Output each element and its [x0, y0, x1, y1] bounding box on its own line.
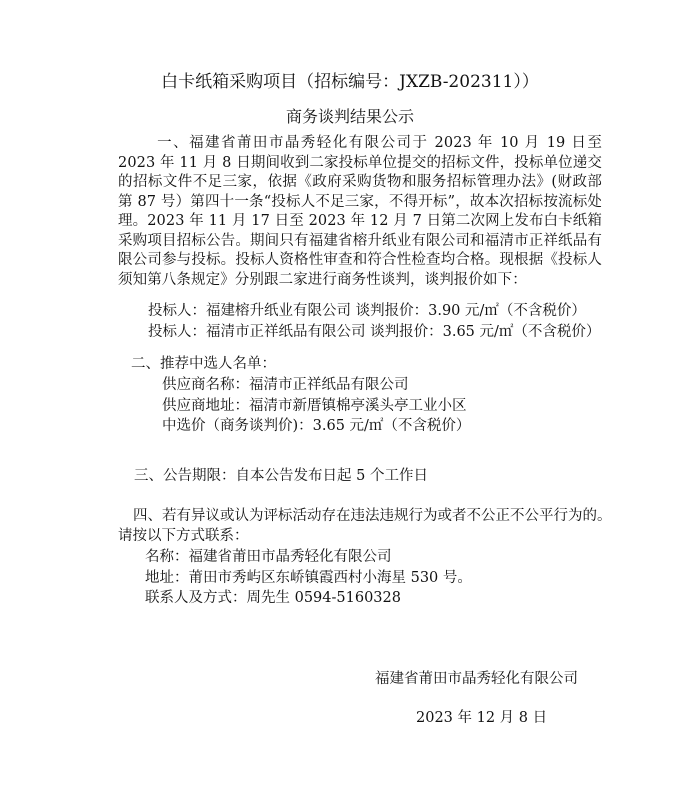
section-4-line-2: 请按以下方式联系：: [118, 528, 249, 544]
contact-person: 联系人及方式：周先生 0594-5160328: [145, 590, 401, 606]
signature-company: 福建省莆田市晶秀轻化有限公司: [375, 671, 578, 687]
supplier-name: 供应商名称：福清市正祥纸品有限公司: [162, 377, 409, 393]
bid-line-2: 投标人：福清市正祥纸品有限公司 谈判报价：3.65 元/㎡（不含税价）: [148, 324, 601, 340]
contact-address: 地址：莆田市秀屿区东峤镇霞西村小海星 530 号。: [145, 570, 472, 586]
section-1-paragraph: 一、福建省莆田市晶秀轻化有限公司于 2023 年 10 月 19 日至 2023 年 11 月 8 日期间收到二家投标单位提交的招标文件，投标单位递交的招标文件不足三家，依据《政府采购货物和服务招标管理办法》(财政部第 87 号）第四十一条“投标人不足三家，不得开标”，故本次招标按流标处理。2023 年 11 月 17 日至 2023 年 12 月 7 日第二次网上发布白卡纸箱采购项目招标公告。期间只有福建省榕升纸业有限公司和福清市正祥纸品有限公司参与投标。投标人资格性审查和符合性检查均合格。现根据《投标人须知第八条规定》分别跟二家进行商务性谈判，谈判报价如下：: [118, 135, 602, 288]
winning-price: 中选价（商务谈判价)：3.65 元/㎡（不含税价）: [162, 418, 471, 434]
section-2-heading: 二、推荐中选人名单：: [131, 356, 276, 372]
signature-date: 2023 年 12 月 8 日: [416, 710, 548, 726]
supplier-address: 供应商地址：福清市新厝镇棉亭溪头亭工业小区: [162, 398, 467, 414]
bid-line-1: 投标人：福建榕升纸业有限公司 谈判报价：3.90 元/㎡（不含税价）: [148, 303, 586, 319]
section-3-text: 三、公告期限：自本公告发布日起 5 个工作日: [134, 468, 428, 484]
contact-name: 名称：福建省莆田市晶秀轻化有限公司: [145, 549, 392, 565]
section-4-line-1: 四、若有异议或认为评标活动存在违法违规行为或者不公正不公平行为的。: [133, 508, 612, 524]
document-title: 白卡纸箱采购项目（招标编号：JXZB-202311））: [161, 72, 539, 92]
document-subtitle: 商务谈判结果公示: [285, 107, 414, 126]
